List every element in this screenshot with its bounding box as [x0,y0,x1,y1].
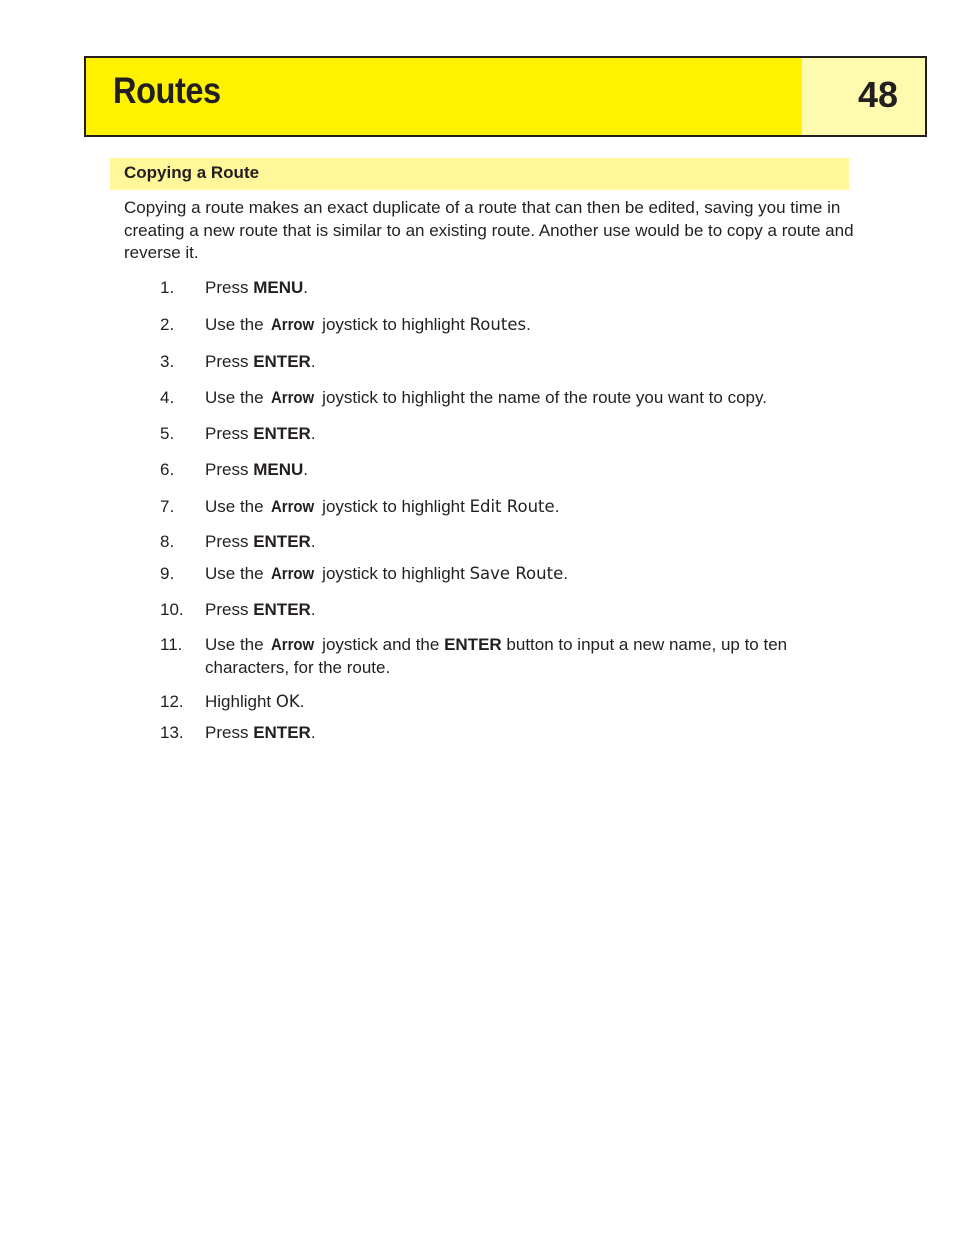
step-text [205,387,865,410]
intro-paragraph: Copying a route makes an exact duplicate of a route that can then be edited, saving you time in creating a new route that is similar to an existing route. Another use would be to copy a route and reverse it. [124,198,854,262]
key-label: Arrow [271,564,315,583]
step-text-part: joystick to highlight the name of the route you want to copy. [317,388,767,407]
step-text-part: . [554,497,560,516]
step-text [205,351,865,374]
page-header [84,56,927,137]
step-text-part: Press [205,278,254,297]
step-number: 5. [160,424,175,443]
step-number: 8. [160,532,175,551]
step-text-part: Use the [205,388,269,407]
step-number: 4. [160,388,175,407]
step-text-part: Use the [205,635,269,654]
key-label: ENTER [444,635,502,654]
step-text-part: . [310,424,316,443]
step-text-part: . [310,600,316,619]
step-number: 7. [160,497,175,516]
screen-label: Edit Route [469,497,555,516]
step-number: 9. [160,564,175,583]
step-text [205,634,865,679]
step-text-part: Press [205,600,254,619]
step-text-part: button to input a new name, up to ten characters, for the route. [205,635,788,677]
key-label: ENTER [253,352,311,371]
key-label: ENTER [253,424,311,443]
key-label: ENTER [253,723,311,742]
step-text-part: joystick and the [317,635,445,654]
key-label: Arrow [271,497,315,516]
step-text-part: Highlight [205,692,276,711]
step-text [205,691,865,714]
key-label: ENTER [253,600,311,619]
page-number: 48 [857,74,898,115]
screen-label: OK [275,692,300,711]
page-title: Routes [113,70,221,111]
step-text [205,423,865,446]
key-label: MENU [253,460,304,479]
key-label: Arrow [271,388,315,407]
step-number: 11. [160,635,183,654]
step-text-part: Press [205,460,254,479]
step-text [205,599,865,622]
page-number-box [802,58,925,135]
screen-label: Save Route [469,564,564,583]
step-number: 3. [160,352,175,371]
step-text [205,722,865,745]
step-text [205,563,865,586]
step-text-part: joystick to highlight [317,497,470,516]
step-text-part: joystick to highlight [317,564,470,583]
step-text-part: . [303,278,308,297]
step-text-part: Use the [205,564,269,583]
step-text-part: Use the [205,497,269,516]
key-label: Arrow [271,315,315,334]
step-number: 12. [160,692,184,711]
key-label: MENU [253,278,304,297]
step-number: 13. [160,723,184,742]
step-number: 1. [160,278,175,297]
step-number: 6. [160,460,175,479]
step-text-part: Press [205,352,254,371]
step-text-part: . [310,723,316,742]
screen-label: Routes [469,315,527,334]
step-number: 10. [160,600,184,619]
step-text-part: Press [205,424,254,443]
step-text [205,459,865,482]
step-text-part: . [310,352,316,371]
section-heading-bar [110,158,849,190]
step-text [205,496,865,519]
section-title: Copying a Route [124,163,260,182]
step-text-part: . [303,460,308,479]
step-text-part: Press [205,532,254,551]
step-text-part: . [299,692,305,711]
step-text-part: Press [205,723,254,742]
step-text-part: . [563,564,568,583]
step-text-part: Use the [205,315,269,334]
step-text [205,531,865,554]
step-text [205,277,865,300]
step-text-part: . [310,532,316,551]
key-label: ENTER [253,532,311,551]
step-number: 2. [160,315,175,334]
step-text-part: joystick to highlight [317,315,470,334]
step-text-part: . [526,315,531,334]
step-text [205,314,865,337]
key-label: Arrow [271,635,315,654]
